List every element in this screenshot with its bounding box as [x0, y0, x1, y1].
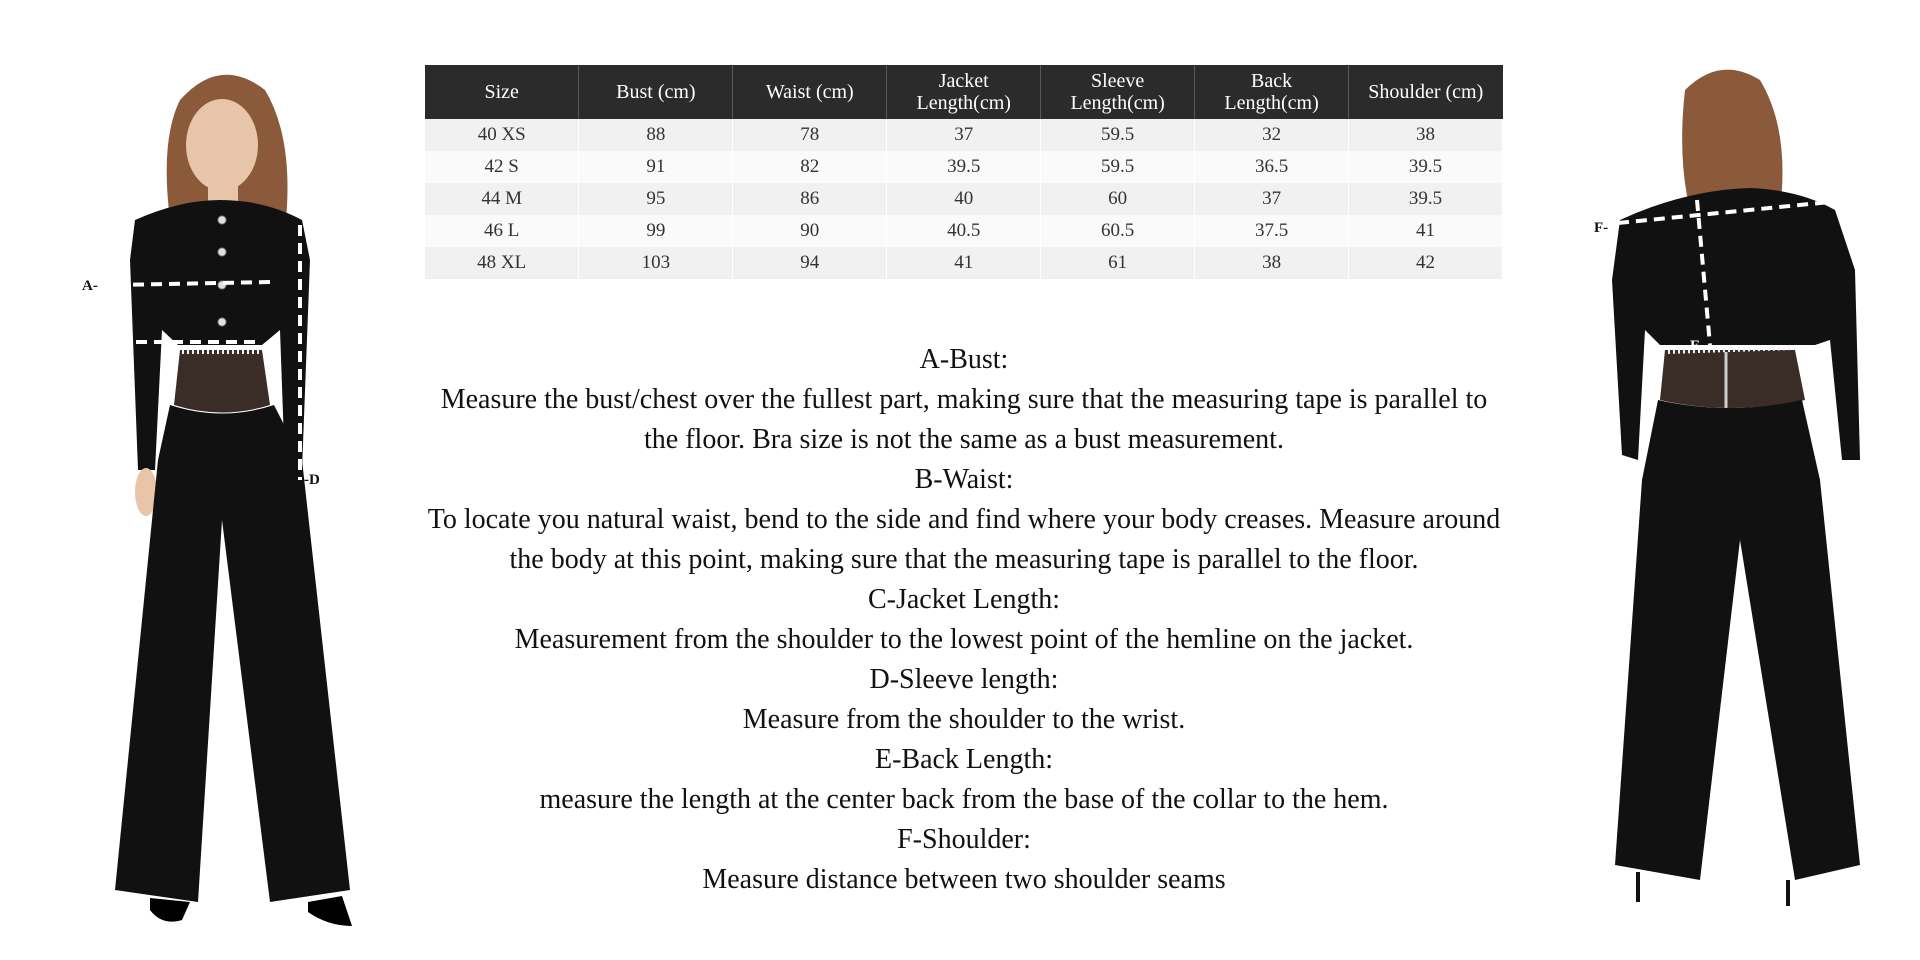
table-cell: 39.5	[887, 151, 1041, 183]
table-cell: 37	[887, 119, 1041, 151]
guide-text-back-length: measure the length at the center back from the base of the collar to the hem.	[539, 784, 1389, 815]
table-cell: 94	[733, 247, 887, 279]
guide-title-waist: B-Waist:	[914, 464, 1014, 495]
table-cell: 41	[1349, 215, 1503, 247]
guide-text-bust: Measure the bust/chest over the fullest part, making sure that the measuring tape is parallel to the floor. Bra size is not the same as a bust measurement.	[440, 384, 1488, 455]
marker-e: E-	[1690, 338, 1705, 354]
marker-a: A-	[82, 278, 98, 294]
table-header-row	[425, 65, 1503, 119]
size-table	[425, 65, 1503, 279]
table-cell: 95	[579, 183, 733, 215]
marker-f: F-	[1594, 220, 1609, 236]
guide-title-jacket-length: C-Jacket Length:	[867, 584, 1061, 615]
left-shoe	[150, 898, 190, 922]
col-header-back-length: Back Length(cm)	[1195, 65, 1349, 119]
sheer-panel	[174, 350, 270, 413]
marker-b: -B	[266, 338, 281, 354]
guide-text-jacket-length: Measurement from the shoulder to the lowest point of the hemline on the jacket.	[514, 624, 1414, 655]
table-cell: 37.5	[1195, 215, 1349, 247]
table-cell: 42 S	[425, 151, 579, 183]
guide-title-sleeve-length: D-Sleeve length:	[869, 664, 1059, 695]
table-cell: 78	[733, 119, 887, 151]
table-cell: 82	[733, 151, 887, 183]
table-cell: 40	[887, 183, 1041, 215]
table-cell: 59.5	[1041, 119, 1195, 151]
table-cell: 37	[1195, 183, 1349, 215]
table-cell: 42	[1349, 247, 1503, 279]
back-model-illustration	[1590, 60, 1890, 920]
back-model-figure	[1590, 60, 1890, 920]
guide-text-waist: To locate you natural waist, bend to the side and find where your body creases. Measure around the body at this point, making sure that the measuring tape is parallel to the floor.	[427, 504, 1501, 575]
table-row	[425, 151, 1503, 183]
guide-text-shoulder: Measure distance between two shoulder seams	[702, 864, 1226, 895]
table-row	[425, 183, 1503, 215]
front-model-figure	[70, 60, 390, 930]
marker-c: C-	[95, 213, 111, 229]
right-shoe	[308, 896, 352, 926]
table-cell: 90	[733, 215, 887, 247]
sheer-panel	[1660, 350, 1805, 408]
table-cell: 40.5	[887, 215, 1041, 247]
front-model-illustration	[70, 60, 390, 930]
table-cell: 41	[887, 247, 1041, 279]
table-cell: 39.5	[1349, 151, 1503, 183]
table-cell: 91	[579, 151, 733, 183]
table-row	[425, 215, 1503, 247]
table-cell: 38	[1195, 247, 1349, 279]
table-cell: 32	[1195, 119, 1349, 151]
table-cell: 38	[1349, 119, 1503, 151]
trousers-shape	[1615, 400, 1860, 880]
table-cell: 86	[733, 183, 887, 215]
col-header-waist: Waist (cm)	[733, 65, 887, 119]
table-cell: 61	[1041, 247, 1195, 279]
table-row	[425, 247, 1503, 279]
table-row	[425, 119, 1503, 151]
table-cell: 59.5	[1041, 151, 1195, 183]
col-header-shoulder: Shoulder (cm)	[1349, 65, 1503, 119]
col-header-jacket-length: Jacket Length(cm)	[887, 65, 1041, 119]
table-cell: 99	[579, 215, 733, 247]
col-header-bust: Bust (cm)	[579, 65, 733, 119]
table-cell: 60.5	[1041, 215, 1195, 247]
table-cell: 36.5	[1195, 151, 1349, 183]
marker-d: -D	[304, 472, 320, 488]
table-cell: 46 L	[425, 215, 579, 247]
col-header-size: Size	[425, 65, 579, 119]
guide-title-back-length: E-Back Length:	[874, 744, 1054, 775]
table-cell: 103	[579, 247, 733, 279]
table-cell: 48 XL	[425, 247, 579, 279]
guide-text-sleeve-length: Measure from the shoulder to the wrist.	[742, 704, 1186, 735]
measurement-guide	[425, 340, 1503, 900]
guide-title-shoulder: F-Shoulder:	[897, 824, 1031, 855]
table-cell: 39.5	[1349, 183, 1503, 215]
table-cell: 40 XS	[425, 119, 579, 151]
table-cell: 44 M	[425, 183, 579, 215]
size-chart	[425, 65, 1503, 279]
guide-title-bust: A-Bust:	[919, 344, 1009, 375]
table-cell: 60	[1041, 183, 1195, 215]
face-shape	[186, 99, 258, 191]
table-cell: 88	[579, 119, 733, 151]
col-header-sleeve-length: Sleeve Length(cm)	[1041, 65, 1195, 119]
